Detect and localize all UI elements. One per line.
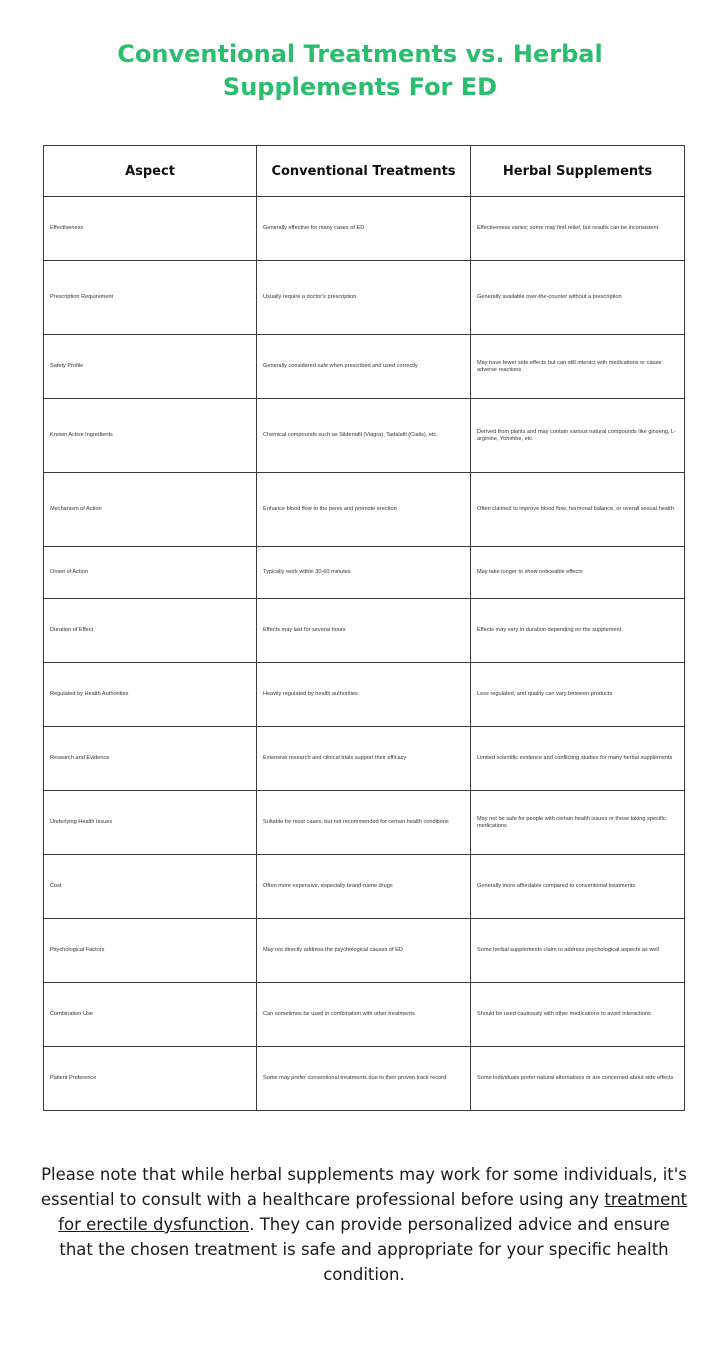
- aspect-cell: Patient Preference: [44, 1047, 257, 1111]
- conventional-cell: Typically work within 30-60 minutes: [257, 547, 471, 599]
- aspect-cell: Research and Evidence: [44, 727, 257, 791]
- conventional-cell: Heavily regulated by health authorities: [257, 663, 471, 727]
- aspect-cell: Known Active Ingredients: [44, 399, 257, 473]
- note-text-after: . They can provide personalized advice and ensure that the chosen treatment is safe and appropriate for your specific health condition.: [59, 1215, 670, 1284]
- conventional-cell: Usually require a doctor's prescription: [257, 261, 471, 335]
- aspect-cell: Safety Profile: [44, 335, 257, 399]
- table-row: [44, 197, 685, 261]
- aspect-cell: Mechanism of Action: [44, 473, 257, 547]
- header-herbal: Herbal Supplements: [471, 146, 685, 197]
- herbal-cell: Generally available over-the-counter without a prescription: [471, 261, 685, 335]
- aspect-cell: Prescription Requirement: [44, 261, 257, 335]
- herbal-cell: Some individuals prefer natural alternatives or are concerned about side effects: [471, 1047, 685, 1111]
- header-aspect: Aspect: [44, 146, 257, 197]
- note-text-before: Please note that while herbal supplements may work for some individuals, it's essential to consult with a healthcare professional before using any: [40, 1165, 687, 1209]
- aspect-cell: Underlying Health Issues: [44, 791, 257, 855]
- aspect-cell: Regulated by Health Authorities: [44, 663, 257, 727]
- herbal-cell: May have fewer side effects but can still interact with medications or cause adverse reactions: [471, 335, 685, 399]
- conventional-cell: May not directly address the psychological causes of ED: [257, 919, 471, 983]
- aspect-cell: Psychological Factors: [44, 919, 257, 983]
- table-row: [44, 335, 685, 399]
- herbal-cell: Some herbal supplements claim to address psychological aspects as well: [471, 919, 685, 983]
- herbal-cell: May take longer to show noticeable effects: [471, 547, 685, 599]
- conventional-cell: Enhance blood flow to the penis and promote erection: [257, 473, 471, 547]
- conventional-cell: Extensive research and clinical trials support their efficacy: [257, 727, 471, 791]
- erectile-dysfunction-treatment-link[interactable]: treatment for erectile dysfunction: [58, 1190, 688, 1234]
- table-row: [44, 791, 685, 855]
- herbal-cell: Should be used cautiously with other medications to avoid interactions: [471, 983, 685, 1047]
- herbal-cell: Limited scientific evidence and conflicting studies for many herbal supplements: [471, 727, 685, 791]
- table-row: [44, 855, 685, 919]
- aspect-cell: Onset of Action: [44, 547, 257, 599]
- table-header-row: [44, 146, 685, 197]
- table-row: [44, 983, 685, 1047]
- aspect-cell: Effectiveness: [44, 197, 257, 261]
- conventional-cell: Suitable for most cases, but not recommended for certain health conditions: [257, 791, 471, 855]
- herbal-cell: Generally more affordable compared to conventional treatments: [471, 855, 685, 919]
- table-row: [44, 261, 685, 335]
- table-row: [44, 727, 685, 791]
- aspect-cell: Duration of Effect: [44, 599, 257, 663]
- table-row: [44, 663, 685, 727]
- conventional-cell: Can sometimes be used in combination with other treatments: [257, 983, 471, 1047]
- conventional-cell: Often more expensive, especially brand-name drugs: [257, 855, 471, 919]
- table-row: [44, 919, 685, 983]
- comparison-table: [43, 145, 685, 1111]
- table-row: [44, 399, 685, 473]
- page-title: Conventional Treatments vs. Herbal Supplements For ED: [117, 40, 603, 101]
- herbal-cell: Often claimed to improve blood flow, hormonal balance, or overall sexual health: [471, 473, 685, 547]
- table-row: [44, 473, 685, 547]
- conventional-cell: Generally effective for many cases of ED: [257, 197, 471, 261]
- conventional-cell: Some may prefer conventional treatments due to their proven track record: [257, 1047, 471, 1111]
- table-row: [44, 1047, 685, 1111]
- table-row: [44, 547, 685, 599]
- herbal-cell: Effects may vary in duration depending on the supplement: [471, 599, 685, 663]
- aspect-cell: Cost: [44, 855, 257, 919]
- conventional-cell: Generally considered safe when prescribed and used correctly: [257, 335, 471, 399]
- herbal-cell: May not be safe for people with certain health issues or those taking specific medications: [471, 791, 685, 855]
- disclaimer-note: [40, 1162, 688, 1287]
- herbal-cell: Less regulated, and quality can vary between products: [471, 663, 685, 727]
- conventional-cell: Effects may last for several hours: [257, 599, 471, 663]
- aspect-cell: Combination Use: [44, 983, 257, 1047]
- herbal-cell: Derived from plants and may contain various natural compounds like ginseng, L-arginine, Yohimbe, etc.: [471, 399, 685, 473]
- header-conventional: Conventional Treatments: [257, 146, 471, 197]
- table-row: [44, 599, 685, 663]
- conventional-cell: Chemical compounds such as Sildenafil (Viagra), Tadalafil (Cialis), etc.: [257, 399, 471, 473]
- herbal-cell: Effectiveness varies; some may find relief, but results can be inconsistent: [471, 197, 685, 261]
